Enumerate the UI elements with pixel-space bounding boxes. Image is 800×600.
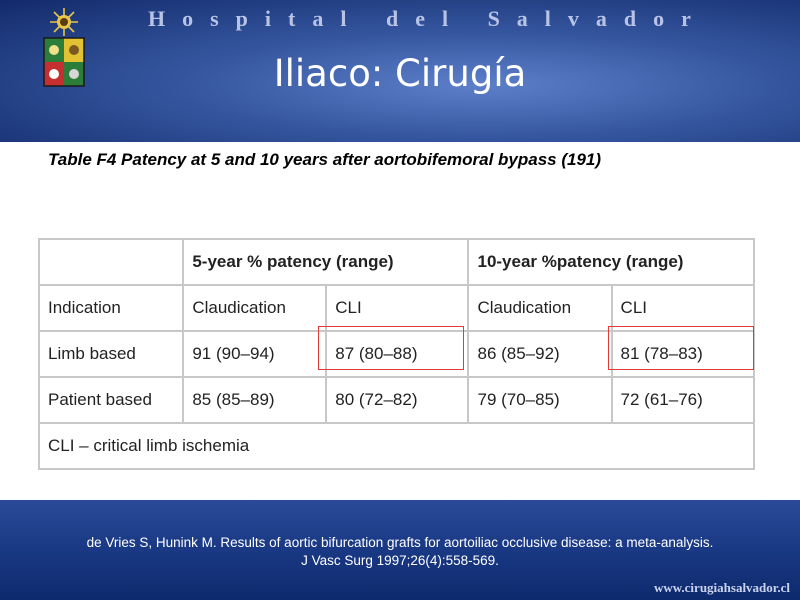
table-group-header-row	[39, 239, 754, 285]
row-label-patient-based: Patient based	[39, 377, 183, 423]
column-header-cli-10y: CLI	[612, 285, 754, 331]
table-cell: 91 (90–94)	[183, 331, 326, 377]
row-label-limb-based: Limb based	[39, 331, 183, 377]
column-header-claudication-5y: Claudication	[183, 285, 326, 331]
header-band	[0, 0, 800, 142]
citation-line-2: J Vasc Surg 1997;26(4):558-569.	[301, 553, 499, 568]
table-cell: 85 (85–89)	[183, 377, 326, 423]
website-url: www.cirugiahsalvador.cl	[653, 580, 790, 595]
table-footnote-row	[39, 423, 754, 469]
table-footnote: CLI – critical limb ischemia	[39, 423, 754, 469]
citation	[20, 534, 780, 570]
university-crest-logo	[40, 6, 88, 90]
table-cell: 72 (61–76)	[612, 377, 754, 423]
table-cell-highlighted: 87 (80–88)	[326, 331, 468, 377]
group-header-10-year: 10-year %patency (range)	[468, 239, 754, 285]
group-header-5-year: 5-year % patency (range)	[183, 239, 468, 285]
table-column-header-row	[39, 285, 754, 331]
slide-title: Iliaco: Cirugía	[273, 52, 527, 95]
table-caption: Table F4 Patency at 5 and 10 years after aortobifemoral bypass (191)	[48, 150, 602, 169]
column-header-cli-5y: CLI	[326, 285, 468, 331]
table-row	[39, 377, 754, 423]
table-cell: 80 (72–82)	[326, 377, 468, 423]
footer-band	[0, 500, 800, 600]
table-cell: 79 (70–85)	[468, 377, 611, 423]
table-cell-empty	[39, 239, 183, 285]
highlight-box-cli-5y	[318, 326, 464, 370]
table-cell-highlighted: 81 (78–83)	[612, 331, 754, 377]
highlight-box-cli-10y	[608, 326, 754, 370]
column-header-indication: Indication	[39, 285, 183, 331]
table-cell: 86 (85–92)	[468, 331, 611, 377]
slide-content	[0, 142, 800, 500]
column-header-claudication-10y: Claudication	[468, 285, 611, 331]
hospital-name: Hospital del Salvador	[148, 6, 708, 31]
citation-line-1: de Vries S, Hunink M. Results of aortic bifurcation grafts for aortoiliac occlusive disease: a meta-analysis.	[86, 535, 714, 550]
